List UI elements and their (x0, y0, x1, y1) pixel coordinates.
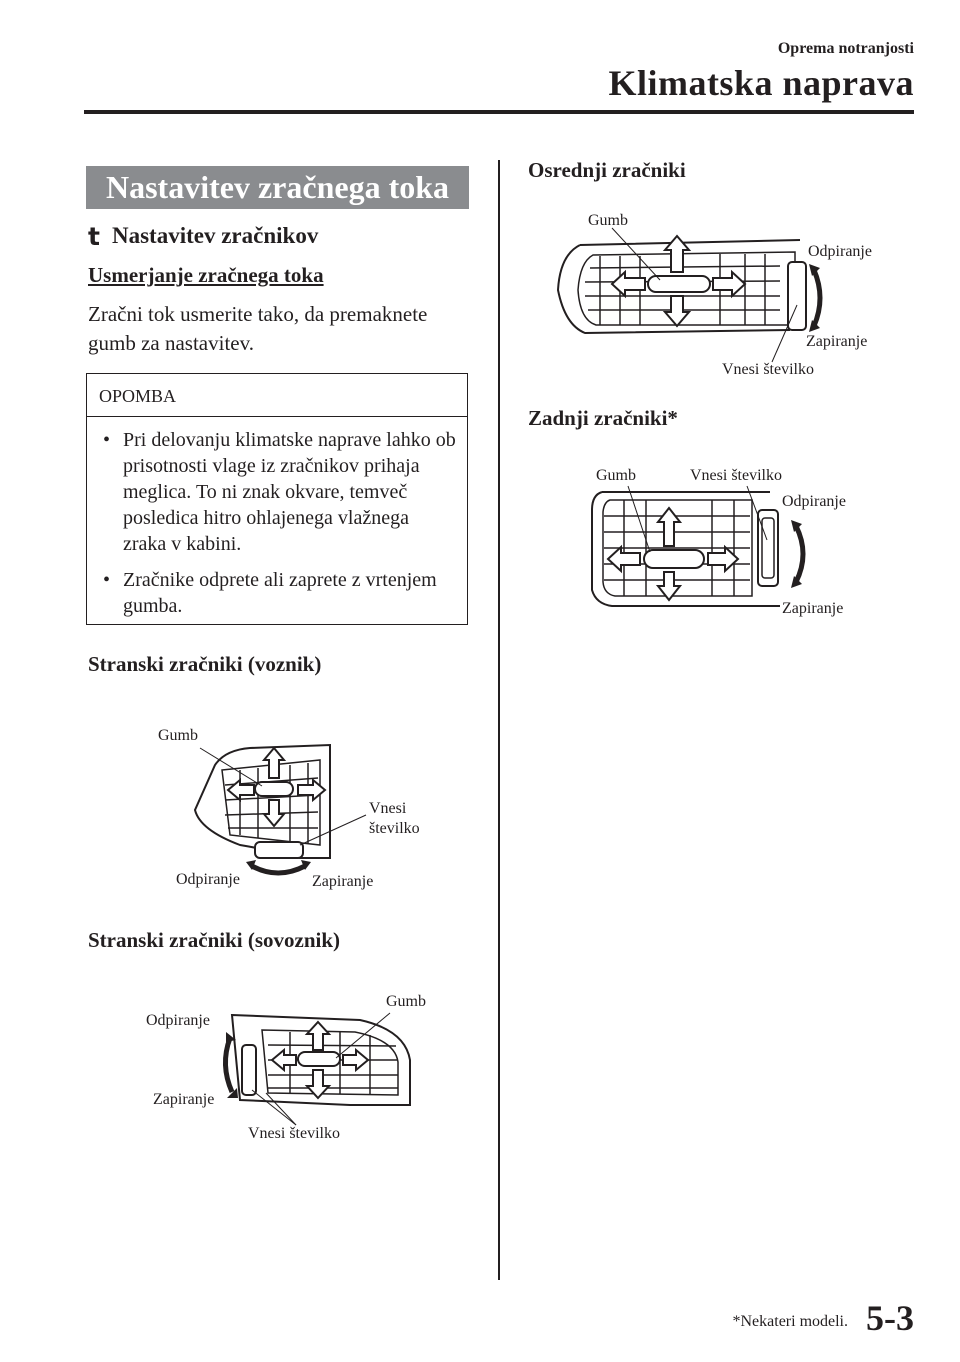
rear-label-vnesi: Vnesi številko (690, 467, 782, 484)
driver-label-gumb: Gumb (158, 727, 198, 744)
footnote: *Nekateri modeli. (732, 1313, 848, 1330)
figure-caption-passenger: Stranski zračniki (sovoznik) (88, 928, 341, 952)
rear-label-close: Zapiranje (782, 600, 844, 617)
figure-caption-rear: Zadnji zračniki* (528, 406, 678, 430)
running-header-title: Klimatska naprava (608, 63, 914, 103)
note-heading: OPOMBA (87, 374, 467, 417)
page-number: 5-3 (866, 1298, 914, 1338)
driver-label-vnesi-2: številko (369, 820, 420, 837)
passenger-label-vnesi: Vnesi številko (248, 1125, 340, 1142)
center-label-gumb: Gumb (588, 212, 628, 229)
figure-caption-center: Osrednji zračniki (528, 158, 686, 182)
center-label-vnesi: Vnesi številko (722, 361, 814, 378)
center-label-open: Odpiranje (808, 243, 872, 260)
center-label-close: Zapiranje (806, 333, 868, 350)
driver-label-close: Zapiranje (312, 873, 374, 890)
body-paragraph: Zračni tok usmerite tako, da premaknete gumb za nastavitev. (88, 302, 428, 355)
section-banner: Nastavitev zračnega toka (86, 166, 469, 209)
rear-label-gumb: Gumb (596, 467, 636, 484)
passenger-label-close: Zapiranje (153, 1091, 215, 1108)
note-item: • Pri delovanju klimatske naprave lahko ob prisotnosti vlage iz zračnikov prihaja meglica. To ni znak okvare, temveč posledica hitro ohlajenega vlažnega zraka v kabini. (123, 427, 457, 557)
figure-caption-driver: Stranski zračniki (voznik) (88, 652, 322, 676)
rear-label-open: Odpiranje (782, 493, 846, 510)
running-header-section: Oprema notranjosti (777, 40, 914, 57)
subsection-title: Nastavitev zračnikov (112, 223, 319, 248)
note-item: • Zračnike odprete ali zaprete z vrtenjem gumba. (123, 567, 457, 619)
passenger-label-gumb: Gumb (386, 993, 426, 1010)
subheading: Usmerjanje zračnega toka (88, 263, 324, 287)
passenger-label-open: Odpiranje (146, 1012, 210, 1029)
driver-label-vnesi-1: Vnesi (369, 800, 407, 817)
subsection-marker: t (88, 222, 100, 251)
driver-label-open: Odpiranje (176, 871, 240, 888)
